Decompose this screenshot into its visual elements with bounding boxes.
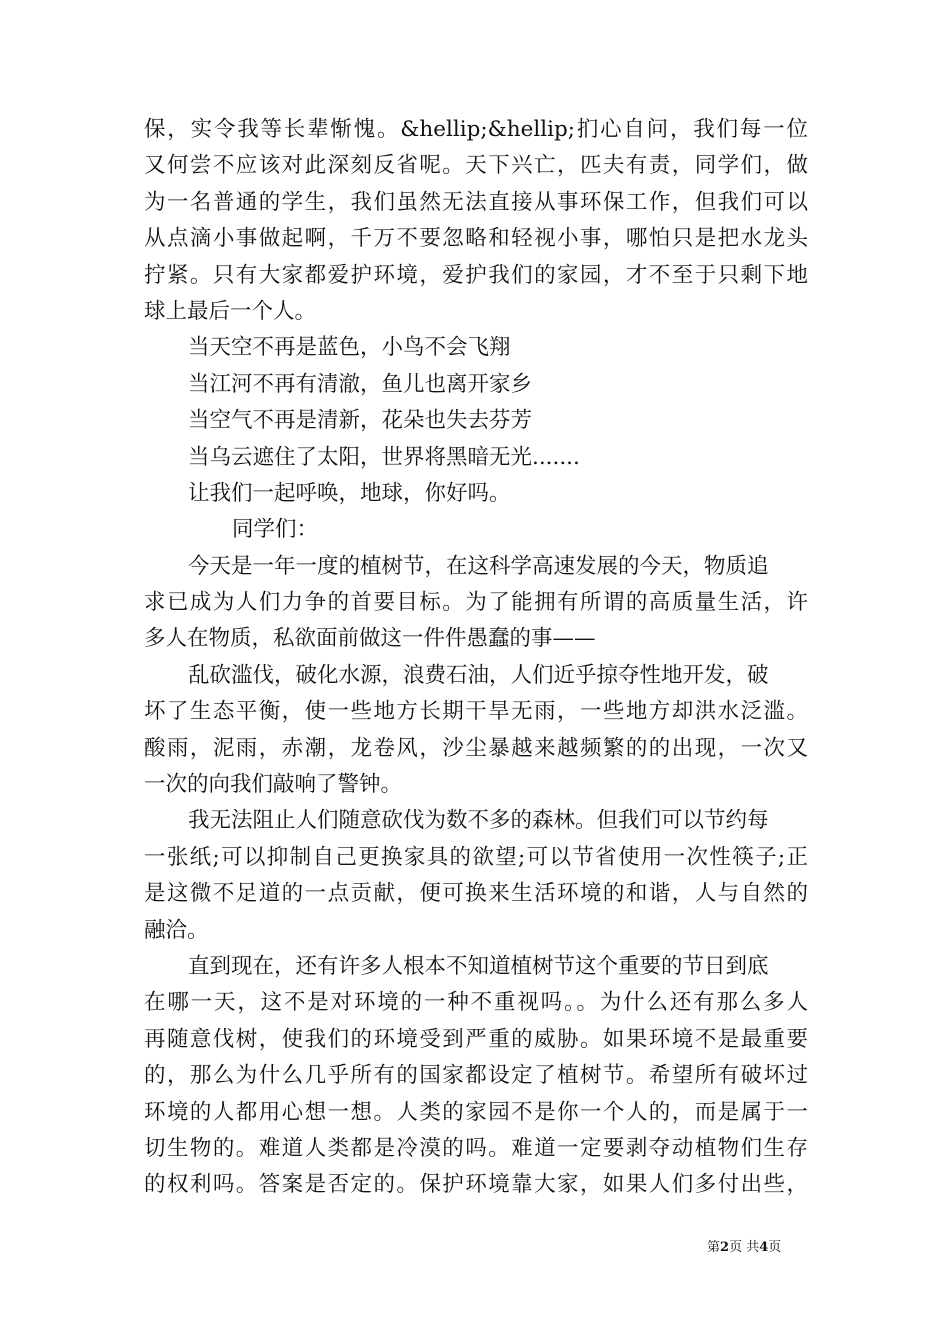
text-line: 今天是一年一度的植树节，在这科学高速发展的今天，物质追 bbox=[188, 553, 769, 579]
text-line: 我无法阻止人们随意砍伐为数不多的森林。但我们可以节约每 bbox=[188, 808, 769, 834]
text-line: 一张纸;可以抑制自己更换家具的欲望;可以节省使用一次性筷子;正 bbox=[144, 844, 808, 870]
text-line: 坏了生态平衡，使一些地方长期干旱无雨，一些地方却洪水泛滥。 bbox=[144, 699, 808, 725]
paragraph-2 bbox=[144, 549, 808, 658]
paragraph-5 bbox=[144, 949, 808, 1204]
poem-line: 当天空不再是蓝色，小鸟不会飞翔 bbox=[188, 335, 511, 361]
text-line: 在哪一天，这不是对环境的一种不重视吗。。为什么还有那么多人 bbox=[144, 990, 808, 1016]
total-pages-number: 4 bbox=[759, 1240, 769, 1255]
text-line: 的，那么为什么几乎所有的国家都设定了植树节。希望所有破坏过 bbox=[144, 1063, 808, 1089]
text-line: 一次的向我们敲响了警钟。 bbox=[144, 772, 403, 798]
text-line: 为一名普通的学生，我们虽然无法直接从事环保工作，但我们可以 bbox=[144, 189, 808, 215]
text-line: 切生物的。难道人类都是冷漠的吗。难道一定要剥夺动植物们生存 bbox=[144, 1135, 808, 1161]
paragraph-4 bbox=[144, 803, 808, 949]
text-line: 求已成为人们力争的首要目标。为了能拥有所谓的高质量生活，许 bbox=[144, 590, 808, 616]
greeting: 同学们： bbox=[232, 517, 319, 543]
text-line: 又何尝不应该对此深刻反省呢。天下兴亡，匹夫有责，同学们，做 bbox=[144, 153, 808, 179]
text-line: 的权利吗。答案是否定的。保护环境靠大家，如果人们多付出些， bbox=[144, 1172, 808, 1198]
footer-prefix: 第 bbox=[707, 1240, 721, 1255]
poem bbox=[144, 330, 808, 512]
text-line: 融洽。 bbox=[144, 917, 209, 943]
poem-line: 当空气不再是清新，花朵也失去芬芳 bbox=[188, 408, 533, 434]
footer-suffix: 页 bbox=[768, 1240, 782, 1255]
text-line: 保，实令我等长辈惭愧。&hellip;&hellip;扪心自问，我们每一位 bbox=[144, 117, 808, 142]
text-line: 乱砍滥伐，破化水源，浪费石油，人们近乎掠夺性地开发，破 bbox=[188, 662, 769, 688]
text-line: 多人在物质，私欲面前做这一件件愚蠢的事—— bbox=[144, 626, 596, 652]
poem-line: 当乌云遮住了太阳，世界将黑暗无光....... bbox=[188, 444, 580, 470]
text-line: 环境的人都用心想一想。人类的家园不是你一个人的，而是属于一 bbox=[144, 1099, 808, 1125]
text-line: 酸雨，泥雨，赤潮，龙卷风，沙尘暴越来越频繁的的出现，一次又 bbox=[144, 735, 808, 761]
document-body bbox=[144, 112, 808, 1204]
text-line: 拧紧。只有大家都爱护环境，爱护我们的家园，才不至于只剩下地 bbox=[144, 262, 808, 288]
text-line: 球上最后一个人。 bbox=[144, 298, 317, 324]
paragraph-1 bbox=[144, 112, 808, 330]
footer-middle: 页 共 bbox=[729, 1240, 760, 1255]
text-line: 从点滴小事做起啊，千万不要忽略和轻视小事，哪怕只是把水龙头 bbox=[144, 226, 808, 252]
text-line: 是这微不足道的一点贡献，便可换来生活环境的和谐，人与自然的 bbox=[144, 881, 808, 907]
poem-line: 当江河不再有清澈，鱼儿也离开家乡 bbox=[188, 371, 533, 397]
poem-line: 让我们一起呼唤，地球，你好吗。 bbox=[188, 480, 511, 506]
current-page-number: 2 bbox=[720, 1240, 730, 1255]
text-line: 直到现在，还有许多人根本不知道植树节这个重要的节日到底 bbox=[188, 953, 769, 979]
paragraph-3 bbox=[144, 658, 808, 804]
text-line: 再随意伐树，使我们的环境受到严重的威胁。如果环境不是最重要 bbox=[144, 1026, 808, 1052]
page-number-footer bbox=[707, 1236, 781, 1255]
